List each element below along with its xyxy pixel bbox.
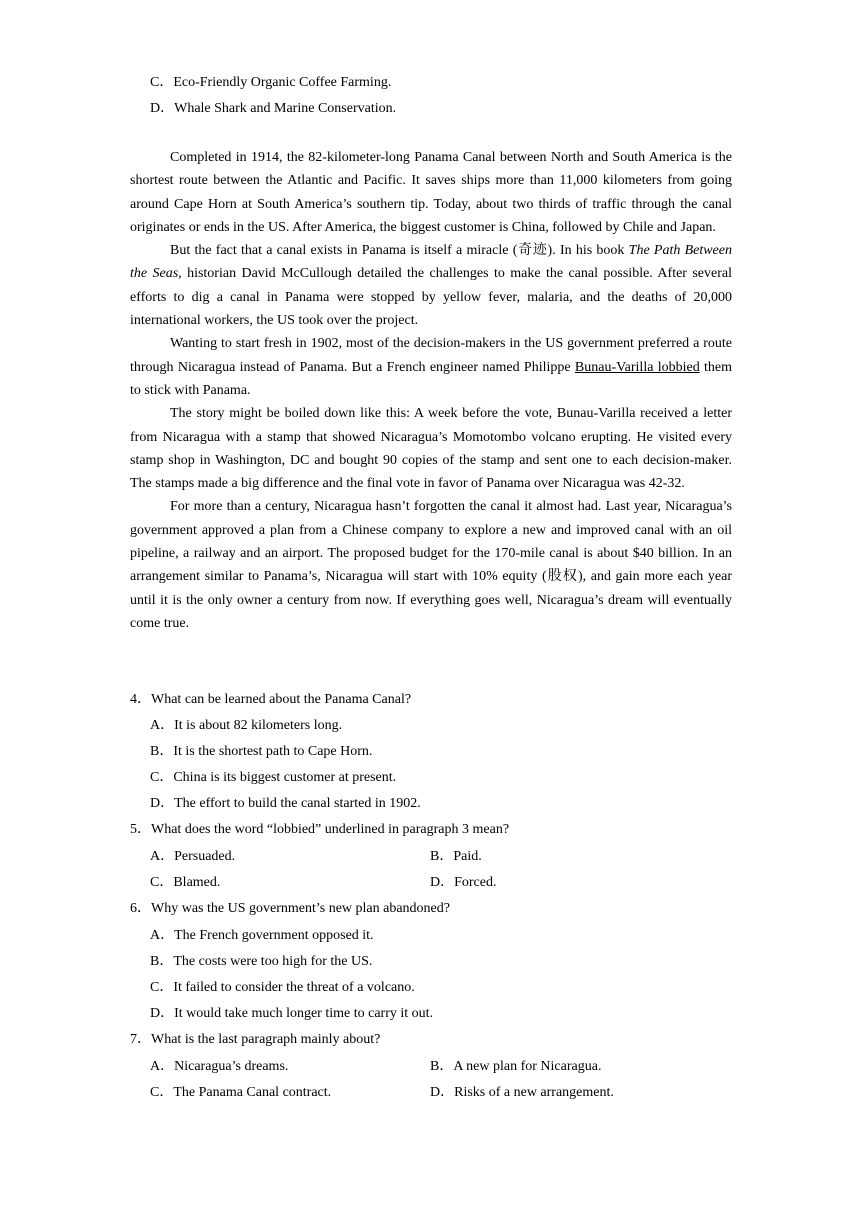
question-4-option-a: A．It is about 82 kilometers long. — [150, 718, 343, 733]
question-5-option-d: D．Forced. — [430, 875, 497, 890]
question-4-stem: 4．What can be learned about the Panama Canal? — [130, 692, 412, 707]
question-6-stem: 6．Why was the US government’s new plan abandoned? — [130, 901, 450, 916]
paragraph-2-text-a: But the fact that a canal exists in Panama is itself a miracle (奇迹). In his book — [170, 243, 629, 259]
underlined-phrase: Bunau-Varilla lobbied — [574, 359, 700, 375]
paragraph-3-text-b: them to stick with Panama. — [130, 359, 733, 398]
question-4-option-d: D．The effort to build the canal started in 1902. — [150, 796, 421, 811]
question-7-option-a: A．Nicaragua’s dreams. — [150, 1059, 289, 1074]
question-6-option-b: B．The costs were too high for the US. — [150, 954, 373, 969]
paragraph-3-text-a: Wanting to start fresh in 1902, most of the decision-makers in the US government preferred a route through Nicaragua instead of Panama. But a French engineer named Philippe — [130, 336, 732, 375]
question-6-option-a: A．The French government opposed it. — [150, 928, 374, 943]
paragraph-5: For more than a century, Nicaragua hasn’t forgotten the canal it almost had. Last year, Nicaragua’s government approved a plan from a Chinese company to explore a new and improved canal with an oil pipeline, a railway and an airport. The proposed budget for the 170-mile canal is about $40 billion. In an arrangement similar to Panama’s, Nicaragua will start with 10% equity (股权), and gain more each year until it is the only owner a century from now. If everything goes well, Nicaragua’s dream will eventually come true. — [130, 499, 732, 631]
paragraph-3 — [130, 332, 732, 402]
question-5-option-a: A．Persuaded. — [150, 849, 236, 864]
question-7-option-b: B．A new plan for Nicaragua. — [430, 1059, 602, 1074]
paragraph-2-text-b: , historian David McCullough detailed the challenges to make the canal possible. After several efforts to dig a canal in Panama were stopped by yellow fever, malaria, and the deaths of 20,000 international workers, the US took over the project. — [130, 266, 733, 329]
question-5-stem: 5．What does the word “lobbied” underlined in paragraph 3 mean? — [130, 822, 510, 837]
question-5-option-c: C．Blamed. — [150, 875, 221, 890]
paragraph-1: Completed in 1914, the 82-kilometer-long Panama Canal between North and South America is the shortest route between the Atlantic and Pacific. It saves ships more than 11,000 kilometers from going around Cape Horn at South America’s southern tip. Today, about two thirds of traffic through the canal originates or ends in the US. After America, the biggest customer is China, followed by Chile and Japan. — [130, 150, 732, 235]
question-6-option-d: D．It would take much longer time to carry it out. — [150, 1006, 434, 1021]
question-4-option-b: B．It is the shortest path to Cape Horn. — [150, 744, 373, 759]
paragraph-2 — [130, 239, 732, 332]
question-4-option-c: C．China is its biggest customer at present. — [150, 770, 397, 785]
book-title: The Path Between the Seas — [130, 243, 732, 282]
question-7-stem: 7．What is the last paragraph mainly about? — [130, 1032, 381, 1047]
prev-option-c: C．Eco-Friendly Organic Coffee Farming. — [150, 75, 392, 90]
question-6-option-c: C．It failed to consider the threat of a volcano. — [150, 980, 415, 995]
paragraph-4: The story might be boiled down like this: A week before the vote, Bunau-Varilla received a letter from Nicaragua with a stamp that showed Nicaragua’s Momotombo volcano erupting. He visited every stamp shop in Washington, DC and bought 90 copies of the stamp and sent one to each decision-maker. The stamps made a big difference and the final vote in favor of Panama over Nicaragua was 42-32. — [130, 406, 732, 492]
reading-passage — [130, 146, 732, 635]
question-7-option-d: D．Risks of a new arrangement. — [430, 1085, 614, 1100]
question-5-option-b: B．Paid. — [430, 849, 482, 864]
prev-option-d: D．Whale Shark and Marine Conservation. — [150, 101, 397, 116]
question-7-option-c: C．The Panama Canal contract. — [150, 1085, 332, 1100]
